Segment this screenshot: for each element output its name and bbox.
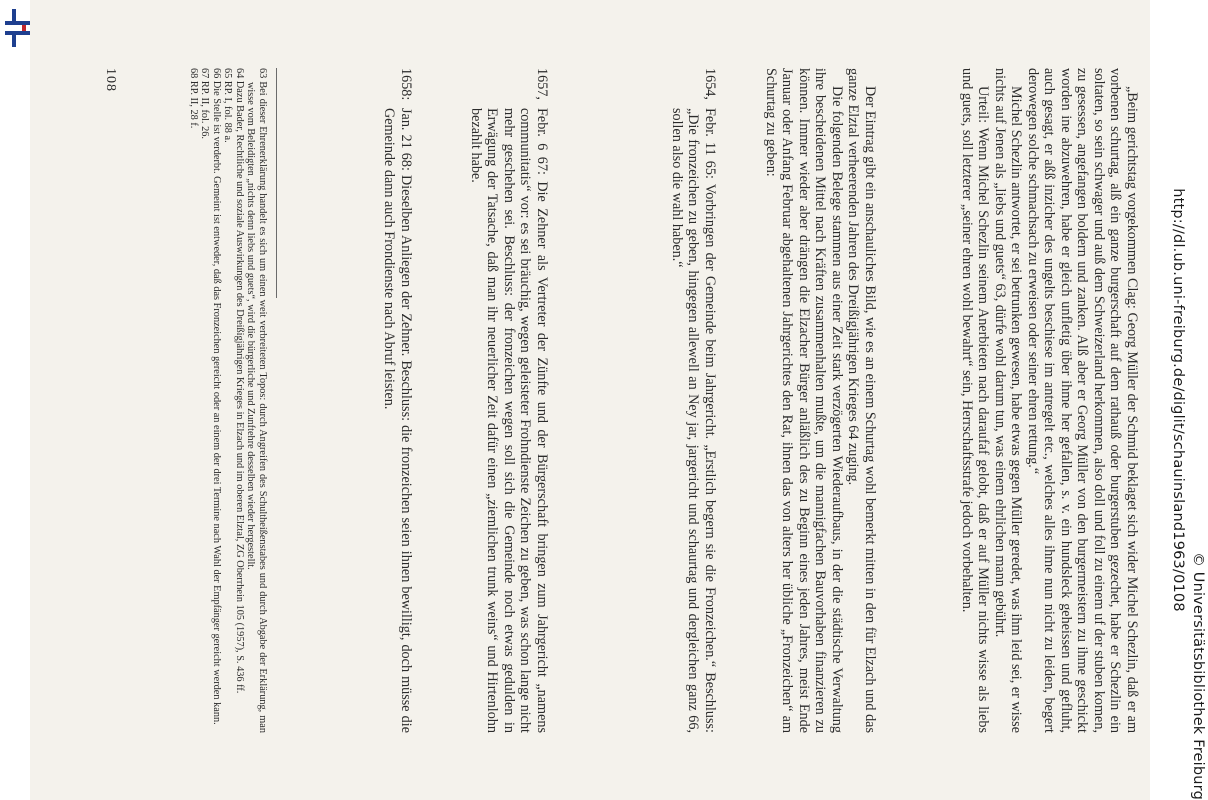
library-logo-strip xyxy=(0,0,31,800)
page-content-rotated xyxy=(30,0,1150,800)
quotation-block xyxy=(959,68,1141,733)
footnote-divider xyxy=(276,68,277,298)
entry-text: Jan. 21 68: Dieselben Anliegen der Zehner. Beschluss: die fronzeichen seien ihnen bewilligt, doch müsse die Gemeinde dann auch Frondienste nach Abruf leisten. xyxy=(381,108,414,733)
entry-year-label: 1658: xyxy=(398,68,414,101)
footnote-63: 63 Bei dieser Ehrenerklärung handelt es sich um einen weit verbreiteten Topos: durch Angreifen des Schultheißenstabes und durch Abgabe der Erklärung, man wisse vom Beleidigten „nichts denn liebs und guets“, wird die bürgerliche und Zunftehre desselben wieder hergestellt. xyxy=(245,68,268,733)
footnote-64: 64 Dazu Bader, Rechtliche und soziale Auswirkungen des Dreißigjährigen Krieges in Elzach und im oberen Elztal, ZG Oberrhein 105 (1957), S. 436 ff. xyxy=(234,68,245,694)
copyright-notice: © Universitätsbibliothek Freiburg xyxy=(1190,552,1206,800)
footnote-65: 65 RP. I, fol. 88 a. xyxy=(222,68,234,143)
entry-text: Febr. 6 67: Die Zehner als Vertreter der Zünfte und der Bürgerschaft bringen zum Jahrgericht „namens communitatis“ vor: es sei bräuchig, wegen geleisteter Frohndienste Zeichen zu geben, was schon lange nicht mehr geschehen sei. Beschluss: der fronzeichen wegen soll sich die Gemeinde noch etwas gedulden in Erwägung der Tatsache, daß man ihr neuerlicher Zeit dafür einen „ziemlichen trunk weins“ und Hirtenlohn bezahlt habe. xyxy=(468,108,550,733)
scanned-page xyxy=(30,0,1150,800)
footnotes xyxy=(188,68,269,733)
entry-1657 xyxy=(468,68,551,733)
footnote-66: 66 Die Stelle ist verderbt. Gemeint ist entweder, daß das Fronzeichen gereicht oder an einem der drei Termine nach Wahl der Empfänger gereicht werden kann. xyxy=(211,68,222,725)
entry-1654 xyxy=(669,68,719,733)
entry-1658 xyxy=(381,68,414,733)
commentary-paragraph-1: Der Eintrag gibt ein anschauliches Bild, wie es an einem Schurtag wohl bemerkt mitten in den für Elzach und das ganze Elztal verheerenden Jahren des Dreißigjährigen Krieges 64 zuging. xyxy=(845,68,878,733)
footnote-67: 67 RP. II, fol. 26. xyxy=(199,68,211,139)
court-complaint-paragraph: „Beim gerichtstag vorgekommen Clag: Georg Müller der Schmid beklaget sich wider Michel Schezlin, daß er am vorbenen schurtag, alß ein ganze burgerschaft auf dem rathauß oder burgerstuben gezechet, habe er Schezlin ein soltaten, so sein schwager und auß dem Schweizerland herkommen, also doll und foll zu einem uf der stuben komen, zu gesessen, angefangen boldern und zanken. Alß aber er Georg Müller von den burgermeistern zu ihme geschickt worden ine abzuwehren, habe er gleich unfletig über ihme her gefallen, s. v. ein hundsleck geheissen und gefluht, auch gesagt, er aßß inzicher des ungelts beschiese im antregelt etc., welches alles ihme nun nicht zu leiden, begert derowegen solche schmachsach zu erweisen oder seiner ehren rettung.“ xyxy=(1025,68,1140,733)
entry-year-label: 1657, xyxy=(534,68,550,100)
verdict-paragraph: Urteil: Wenn Michel Schezlin seinem Anerbieten nach daraufaf gelobt, daß er auf Müller nichts wisse als liebs und guets, soll letzterer „seiner ehren wohl bewahrt“ sein, Herrschaftsstrafe jedoch vorbehalten. xyxy=(959,68,992,733)
entry-year-label: 1654, xyxy=(702,68,718,100)
source-url-link[interactable]: http://dl.ub.uni-freiburg.de/diglit/schauinsland1963/0108 xyxy=(1170,188,1186,612)
source-info-strip xyxy=(1150,0,1206,800)
answer-paragraph: Michel Schezlin antwortet, er sei betrunken gewesen, habe etwas gegen Müller geredet, was ihm leid sei, er wisse nichts auf Jenen als „liebs und guets“ 63, dürfe wohl darum tun, was einem ehrlichen mann gebührt. xyxy=(992,68,1025,733)
footnote-68: 68 RP. II, 28 f. xyxy=(188,68,199,129)
commentary-paragraph-2: Die folgenden Belege stammen aus einer Zeit stark verzögerten Wiederaufbaus, in der die städtische Verwaltung ihre bescheidenen Mittel nach Kräften zusammenhalten mußte, um die mannigfachen Bauvorhaben finanzieren zu können. Immer wieder aber drängen die Elzacher Bürger anläßlich des zu Beginn eines jeden Jahres, meist Ende Januar oder Anfang Februar abgehaltenen Jahrgerichtes den Rat, ihnen das von alters her übliche „Fronzeichen“ am Schurtag zu geben: xyxy=(763,68,845,733)
entry-text: Febr. 11 65: Vorbringen der Gemeinde beim Jahrgericht. „Erstlich begern sie die Fronzeichen.“ Beschluss: „Die fronzeichen zu geben, hingegen allewell an Ney jar, jargericht und schaurtag und dergleichen ganz 66, sollen also die wahl haben.“ xyxy=(669,108,718,733)
page-number: 108 xyxy=(103,68,118,92)
commentary-block xyxy=(763,68,879,733)
